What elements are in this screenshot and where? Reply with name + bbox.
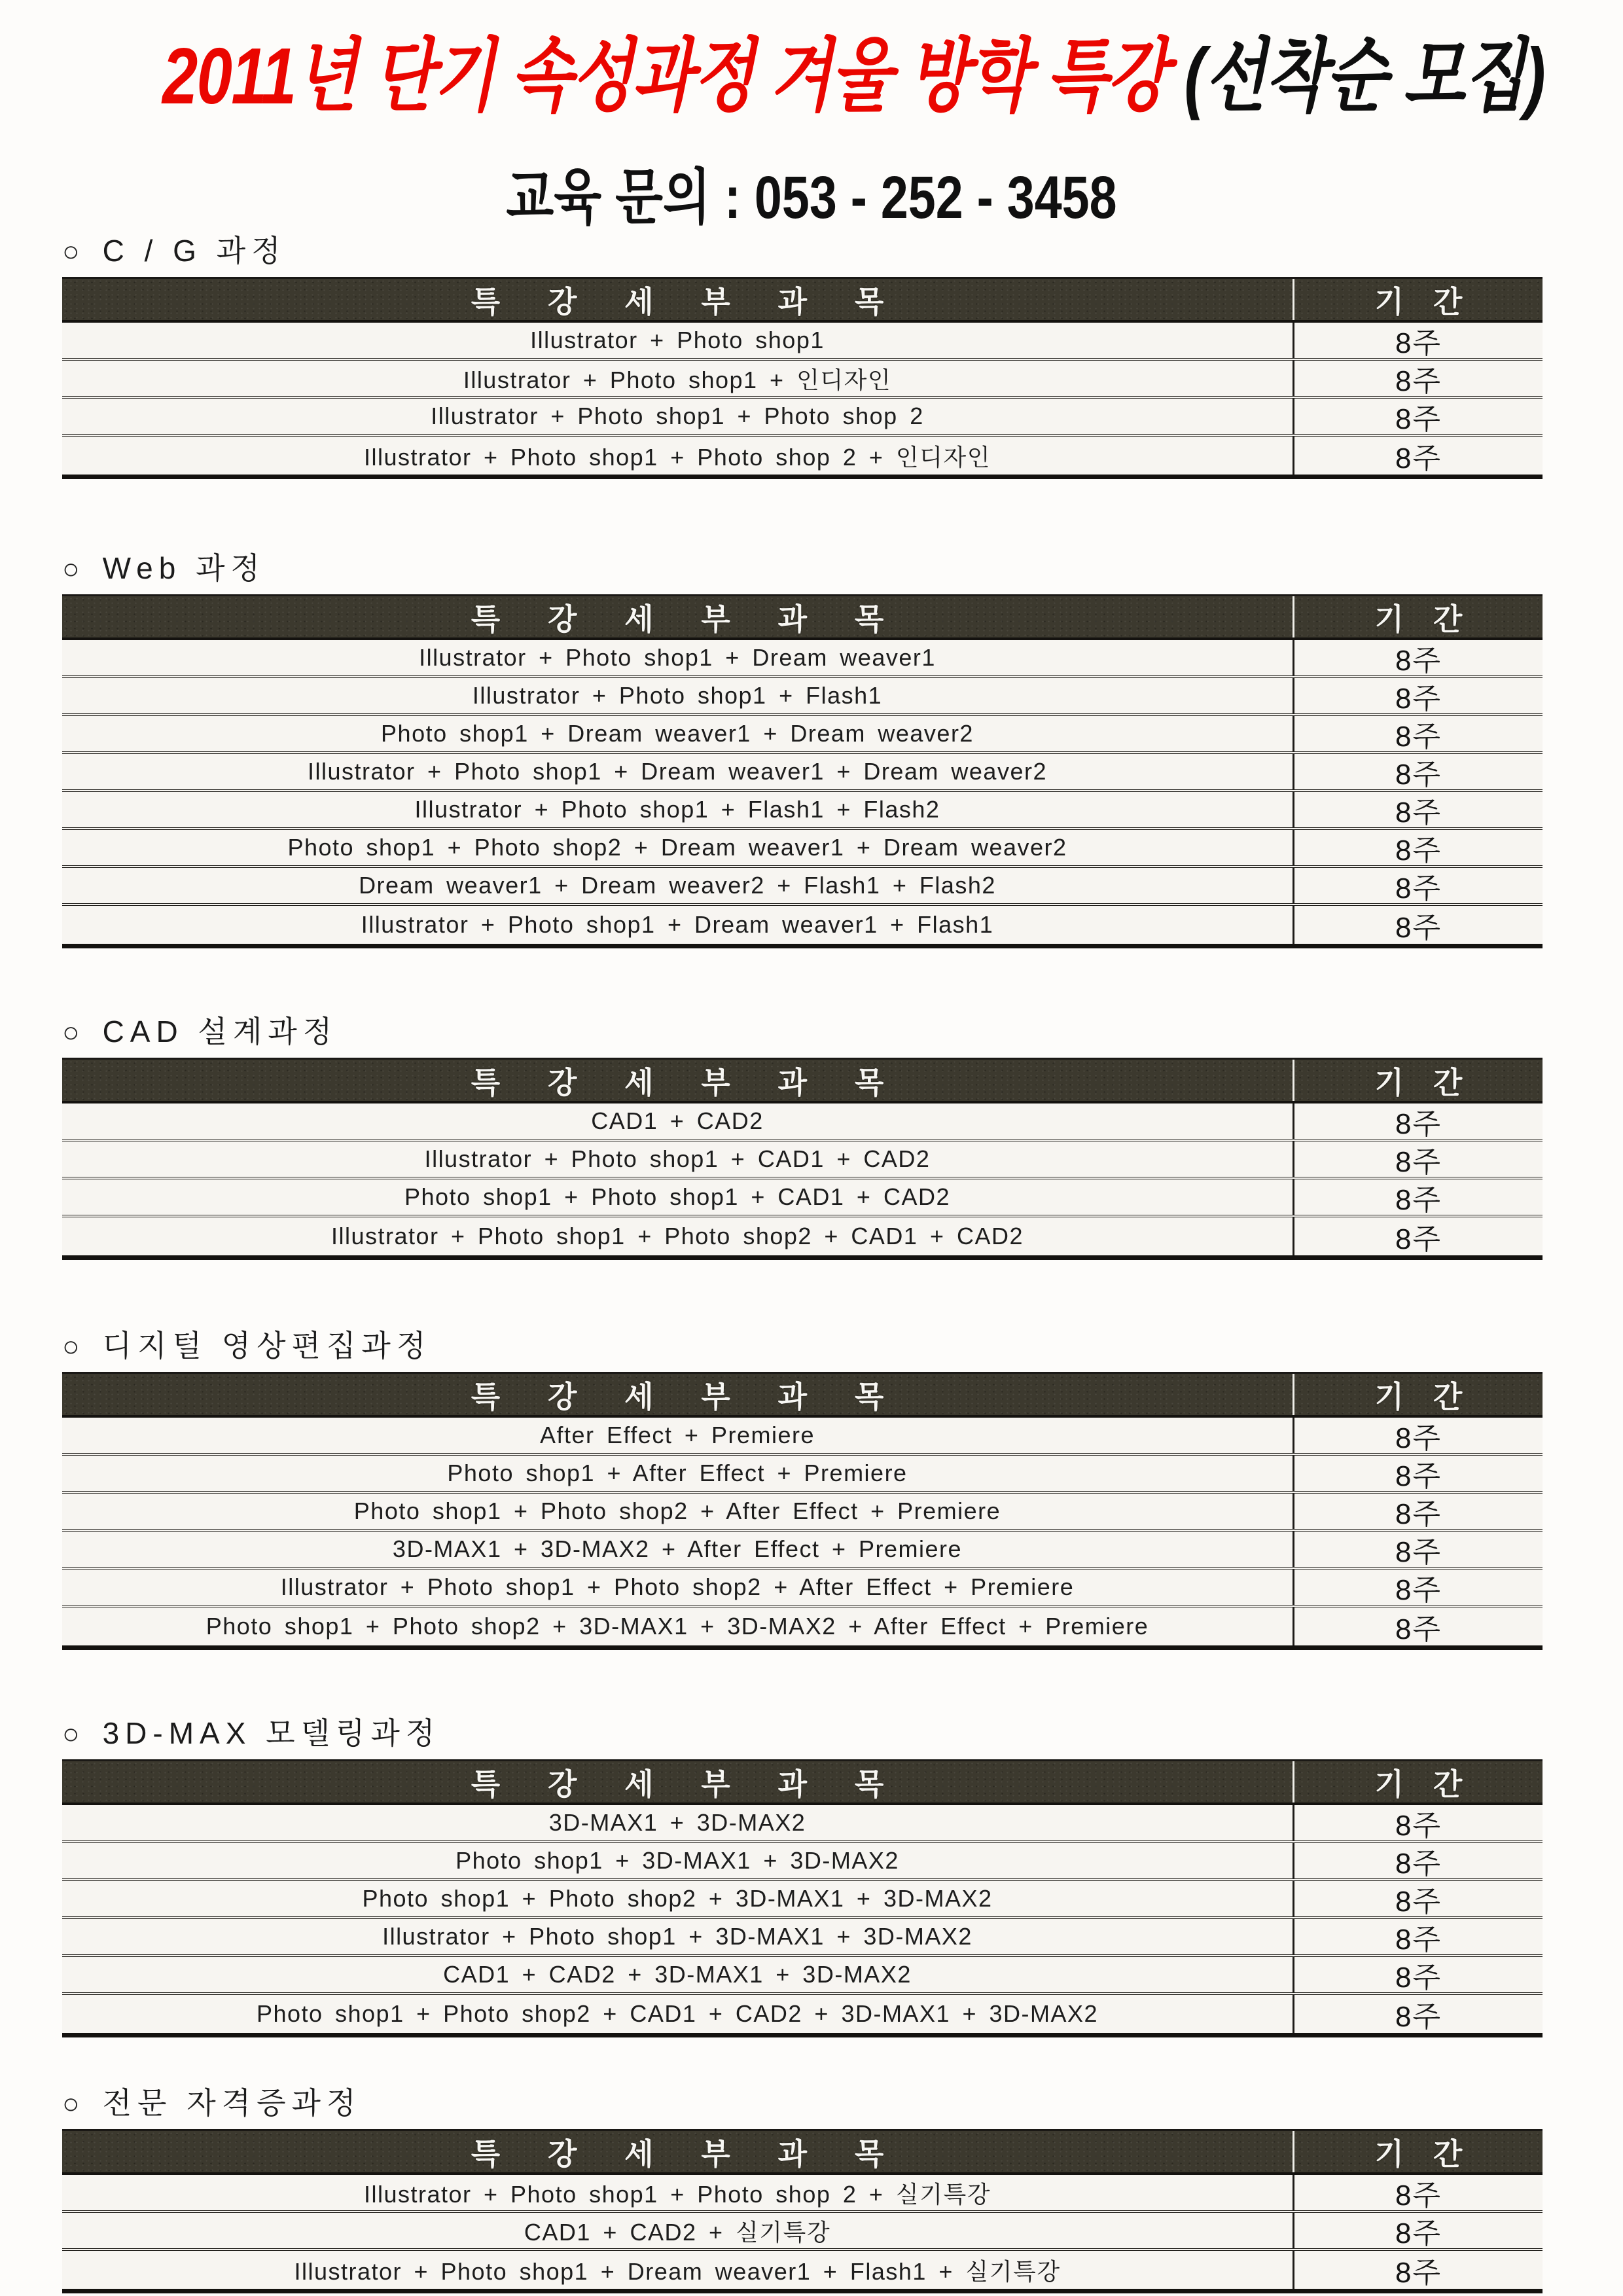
section-title: 3D-MAX 모델링과정 [102, 1716, 441, 1750]
cell-period: 8주 [1293, 2251, 1543, 2289]
page-title-note: (선착순 모집) [1184, 31, 1545, 120]
course-section [62, 2085, 1543, 2293]
cell-period: 8주 [1293, 1805, 1543, 1840]
cell-subject: After Effect + Premiere [540, 1422, 815, 1448]
cell-period: 8주 [1293, 1179, 1543, 1215]
course-table [62, 1058, 1543, 1260]
contact-phone-line: 교육 문의 : 053 - 252 - 3458 [506, 164, 1117, 231]
table-row [62, 716, 1543, 754]
cell-period: 8주 [1293, 1456, 1543, 1491]
header-cell-period: 기 간 [1293, 279, 1543, 320]
cell-period: 8주 [1293, 1494, 1543, 1529]
cell-subject: Illustrator + Photo shop1 + Flash1 [472, 682, 883, 709]
cell-period: 8주 [1293, 2213, 1543, 2248]
course-section [62, 1715, 1543, 2037]
course-table [62, 2129, 1543, 2293]
table-row [62, 323, 1543, 361]
table-header-row [62, 1058, 1543, 1103]
cell-subject: Photo shop1 + Photo shop2 + Dream weaver1 + Dream weaver2 [287, 834, 1067, 861]
cell-period: 8주 [1293, 754, 1543, 789]
cell-period: 8주 [1293, 1843, 1543, 1878]
page-title-main: 2011년 단기 속성과정 겨울 방학 특강 [162, 31, 1185, 120]
table-row [62, 1103, 1543, 1141]
cell-subject: Illustrator + Photo shop1 + 3D-MAX1 + 3D-MAX2 [382, 1923, 972, 1950]
header-cell-subject: 특 강 세 부 과 목 [471, 1767, 904, 1801]
section-heading [62, 1715, 1543, 1751]
section-title: 디지털 영상편집과정 [102, 1329, 432, 1363]
course-section [62, 550, 1543, 948]
table-row [62, 754, 1543, 792]
table-row [62, 361, 1543, 399]
cell-subject: Illustrator + Photo shop1 + CAD1 + CAD2 [424, 1145, 931, 1172]
cell-subject: Illustrator + Photo shop1 + 인디자인 [463, 366, 892, 393]
cell-subject: Photo shop1 + Photo shop2 + 3D-MAX1 + 3D-MAX2 [362, 1885, 993, 1912]
course-section [62, 1327, 1543, 1650]
cell-period: 8주 [1293, 361, 1543, 396]
table-row [62, 1805, 1543, 1843]
header-cell-subject: 특 강 세 부 과 목 [471, 601, 904, 636]
section-bullet-icon: ○ [62, 2088, 86, 2120]
header-cell-subject: 특 강 세 부 과 목 [471, 284, 904, 319]
cell-period: 8주 [1293, 399, 1543, 434]
header-cell-period: 기 간 [1293, 1374, 1543, 1415]
cell-period: 8주 [1293, 1995, 1543, 2033]
cell-subject: Illustrator + Photo shop1 + Photo shop2 + After Effect + Premiere [280, 1573, 1075, 1600]
table-row [62, 792, 1543, 830]
table-row [62, 1217, 1543, 1255]
table-row [62, 1532, 1543, 1570]
table-row [62, 2175, 1543, 2213]
cell-subject: CAD1 + CAD2 [591, 1107, 764, 1134]
section-title: C / G 과정 [102, 234, 287, 268]
table-row [62, 399, 1543, 437]
cell-period: 8주 [1293, 437, 1543, 475]
cell-subject: Photo shop1 + Photo shop2 + After Effect + Premiere [353, 1498, 1001, 1524]
cell-period: 8주 [1293, 1532, 1543, 1567]
section-heading [62, 550, 1543, 586]
header-cell-period: 기 간 [1293, 2131, 1543, 2172]
course-table [62, 1372, 1543, 1650]
table-row [62, 1494, 1543, 1532]
cell-period: 8주 [1293, 906, 1543, 944]
table-body [62, 2175, 1543, 2289]
section-title: CAD 설계과정 [102, 1014, 338, 1049]
header-cell-period: 기 간 [1293, 1060, 1543, 1101]
cell-period: 8주 [1293, 640, 1543, 675]
section-bullet-icon: ○ [62, 1016, 86, 1049]
cell-period: 8주 [1293, 1103, 1543, 1139]
cell-subject: 3D-MAX1 + 3D-MAX2 + After Effect + Premiere [392, 1535, 963, 1562]
cell-subject: Photo shop1 + 3D-MAX1 + 3D-MAX2 [455, 1847, 899, 1874]
header-cell-subject: 특 강 세 부 과 목 [471, 1379, 904, 1414]
cell-period: 8주 [1293, 2175, 1543, 2210]
cell-subject: Illustrator + Photo shop1 + Dream weaver1 [419, 644, 936, 671]
cell-subject: Illustrator + Photo shop1 + Dream weaver1 + Flash1 [361, 911, 994, 938]
page-title [162, 12, 1545, 126]
cell-subject: CAD1 + CAD2 + 실기특강 [524, 2218, 831, 2246]
table-body [62, 1103, 1543, 1255]
section-title: Web 과정 [102, 551, 266, 585]
table-row [62, 437, 1543, 475]
cell-subject: CAD1 + CAD2 + 3D-MAX1 + 3D-MAX2 [443, 1961, 912, 1988]
course-section [62, 1013, 1543, 1260]
section-heading [62, 1013, 1543, 1050]
table-row [62, 1418, 1543, 1456]
cell-subject: Photo shop1 + Photo shop1 + CAD1 + CAD2 [404, 1183, 950, 1210]
cell-period: 8주 [1293, 716, 1543, 751]
cell-subject: Illustrator + Photo shop1 + Flash1 + Flash2 [414, 796, 940, 823]
table-header-row [62, 277, 1543, 323]
cell-period: 8주 [1293, 1570, 1543, 1605]
table-row [62, 1919, 1543, 1957]
section-title: 전문 자격증과정 [102, 2086, 362, 2120]
cell-period: 8주 [1293, 1418, 1543, 1453]
table-row [62, 678, 1543, 716]
table-row [62, 1995, 1543, 2033]
cell-period: 8주 [1293, 1141, 1543, 1177]
section-heading [62, 1327, 1543, 1364]
cell-subject: Illustrator + Photo shop1 + Photo shop 2 + 실기특강 [363, 2180, 991, 2208]
header-cell-period: 기 간 [1293, 596, 1543, 637]
cell-subject: 3D-MAX1 + 3D-MAX2 [548, 1809, 806, 1836]
header-cell-subject: 특 강 세 부 과 목 [471, 2136, 904, 2171]
table-header-row [62, 594, 1543, 640]
table-body [62, 1805, 1543, 2033]
table-header-row [62, 1759, 1543, 1805]
table-row [62, 1570, 1543, 1607]
section-heading [62, 2085, 1543, 2121]
header-cell-period: 기 간 [1293, 1761, 1543, 1803]
table-row [62, 1607, 1543, 1645]
section-bullet-icon: ○ [62, 1718, 86, 1750]
section-bullet-icon: ○ [62, 553, 86, 585]
cell-subject: Photo shop1 + After Effect + Premiere [447, 1460, 908, 1486]
table-body [62, 323, 1543, 475]
table-header-row [62, 1372, 1543, 1418]
cell-subject: Photo shop1 + Photo shop2 + CAD1 + CAD2 + 3D-MAX1 + 3D-MAX2 [256, 2000, 1099, 2027]
course-table [62, 277, 1543, 479]
course-table [62, 594, 1543, 948]
cell-period: 8주 [1293, 1919, 1543, 1954]
cell-subject: Illustrator + Photo shop1 + Photo shop 2 [431, 403, 924, 429]
table-body [62, 640, 1543, 944]
table-row [62, 1179, 1543, 1217]
cell-subject: Illustrator + Photo shop1 + Dream weaver1 + Dream weaver2 [308, 758, 1047, 785]
table-row [62, 830, 1543, 868]
section-heading [62, 232, 1543, 269]
cell-subject: Dream weaver1 + Dream weaver2 + Flash1 + Flash2 [359, 872, 996, 899]
course-table [62, 1759, 1543, 2037]
cell-period: 8주 [1293, 1957, 1543, 1992]
cell-period: 8주 [1293, 323, 1543, 358]
table-row [62, 1843, 1543, 1881]
section-bullet-icon: ○ [62, 236, 86, 268]
section-bullet-icon: ○ [62, 1331, 86, 1363]
cell-subject: Illustrator + Photo shop1 + Dream weaver1 + Flash1 + 실기특강 [294, 2257, 1061, 2285]
cell-period: 8주 [1293, 868, 1543, 903]
cell-period: 8주 [1293, 1607, 1543, 1645]
table-row [62, 2251, 1543, 2289]
table-row [62, 1957, 1543, 1995]
cell-period: 8주 [1293, 678, 1543, 713]
course-section [62, 232, 1543, 479]
table-header-row [62, 2129, 1543, 2175]
cell-subject: Illustrator + Photo shop1 + Photo shop 2 + 인디자인 [363, 443, 991, 471]
cell-subject: Illustrator + Photo shop1 [530, 327, 825, 353]
table-row [62, 1141, 1543, 1179]
header-cell-subject: 특 강 세 부 과 목 [471, 1065, 904, 1100]
cell-subject: Illustrator + Photo shop1 + Photo shop2 + CAD1 + CAD2 [330, 1223, 1024, 1249]
cell-period: 8주 [1293, 1217, 1543, 1255]
table-row [62, 640, 1543, 678]
table-row [62, 2213, 1543, 2251]
cell-period: 8주 [1293, 830, 1543, 865]
table-row [62, 906, 1543, 944]
table-body [62, 1418, 1543, 1645]
cell-period: 8주 [1293, 792, 1543, 827]
table-row [62, 1881, 1543, 1919]
cell-subject: Photo shop1 + Dream weaver1 + Dream weaver2 [381, 720, 974, 747]
cell-subject: Photo shop1 + Photo shop2 + 3D-MAX1 + 3D-MAX2 + After Effect + Premiere [205, 1613, 1149, 1640]
table-row [62, 1456, 1543, 1494]
table-row [62, 868, 1543, 906]
cell-period: 8주 [1293, 1881, 1543, 1916]
